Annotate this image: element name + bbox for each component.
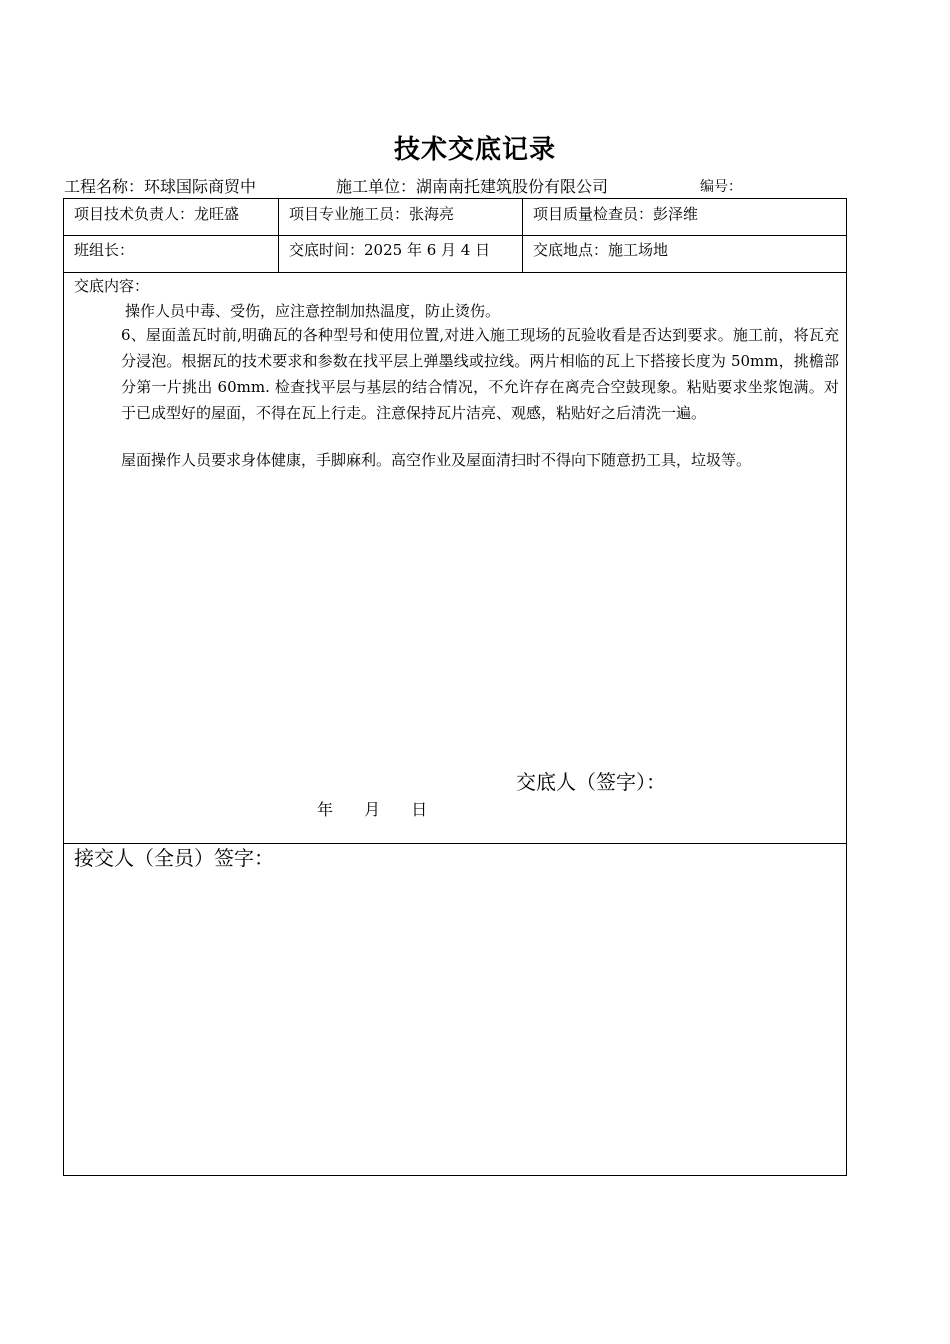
document-title: 技术交底记录 bbox=[393, 135, 556, 165]
project-name: 工程名称：环球国际商贸中 bbox=[64, 177, 257, 196]
specialist-cell: 项目专业施工员：张海亮 bbox=[289, 205, 455, 223]
construction-unit: 施工单位：湖南南托建筑股份有限公司 bbox=[336, 177, 609, 196]
content-paragraph: 操作人员中毒、受伤，应注意控制加热温度，防止烫伤。 bbox=[125, 302, 501, 320]
column-divider bbox=[522, 199, 523, 272]
header-info bbox=[64, 176, 884, 198]
record-table bbox=[63, 198, 847, 1176]
row-divider bbox=[64, 235, 846, 236]
date-month: 月 bbox=[364, 800, 381, 819]
sign-date bbox=[317, 799, 441, 821]
handover-time-cell: 交底时间：2025 年 6 月 4 日 bbox=[289, 241, 491, 259]
row-divider bbox=[64, 272, 846, 273]
handover-location-cell: 交底地点：施工场地 bbox=[533, 241, 669, 259]
quality-inspector-cell: 项目质量检查员：彭泽维 bbox=[533, 205, 699, 223]
tech-lead-cell: 项目技术负责人：龙旺盛 bbox=[74, 205, 240, 223]
content-label: 交底内容： bbox=[74, 277, 150, 295]
column-divider bbox=[278, 199, 279, 272]
date-year: 年 bbox=[317, 800, 334, 819]
receiver-signature-label: 接交人（全员）签字： bbox=[74, 846, 274, 870]
date-day: 日 bbox=[411, 800, 428, 819]
document-number-label: 编号： bbox=[700, 179, 742, 195]
content-paragraph: 6、屋面盖瓦时前,明确瓦的各种型号和使用位置,对进入施工现场的瓦验收看是否达到要求。施工前，将瓦充分浸泡。根据瓦的技术要求和参数在找平层上弹墨线或拉线。两片相临的瓦上下搭接长度为 50mm，挑檐部分第一片挑出 60mm. 检查找平层与基层的结合情况，不允许存在离壳合空鼓现象。粘贴要求坐浆饱满。对于已成型好的屋面，不得在瓦上行走。注意保持瓦片洁亮、观感，粘贴好之后清洗一遍。 bbox=[121, 326, 839, 422]
team-leader-cell: 班组长： bbox=[74, 241, 135, 259]
content-paragraph: 屋面操作人员要求身体健康，手脚麻利。高空作业及屋面清扫时不得向下随意扔工具，垃圾等。 bbox=[121, 451, 752, 469]
signer-label: 交底人（签字）： bbox=[516, 770, 666, 794]
